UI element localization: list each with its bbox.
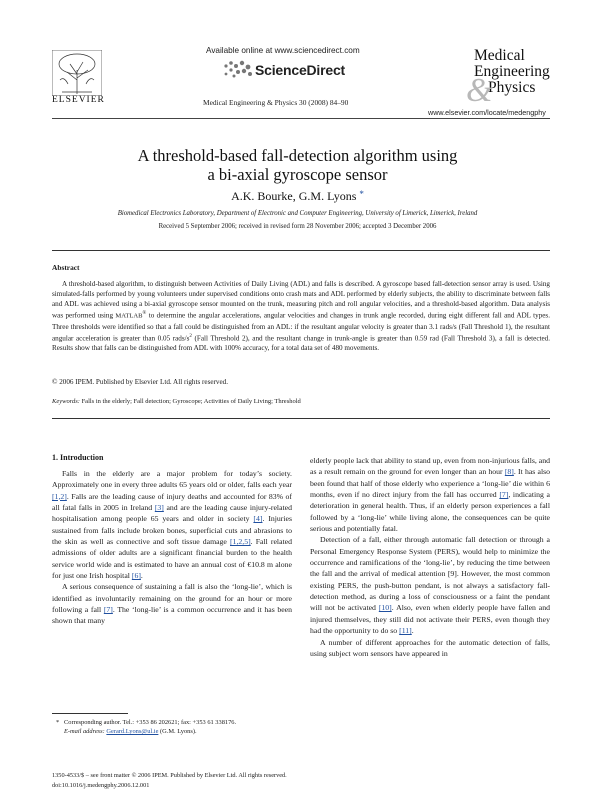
paragraph: Detection of a fall, either through automatic fall detection or through a Personal Emergency Response System (PERS), would help to minimize the occurrence and ramifications of the ‘long-lie’, by reducing the time between the fall and the arrival of medical attention [9]. However, the most common existing PERS, the push-button pendant, is not always a satisfactory fall-detection method, as during a loss of consciousness or a faint the pendant will not be activated [10]. Also, even when elderly people have fallen and injured themselves, they still did not activate their PERS, even though they had the opportunity to do so [11]. (310, 535, 551, 636)
squared-superscript: 2 (189, 333, 192, 339)
body-column-left (52, 468, 292, 627)
sciencedirect-logo[interactable]: ScienceDirect (255, 62, 346, 78)
footnote-mark: * (56, 719, 60, 726)
citation-link[interactable]: [3] (154, 503, 164, 513)
citation-link[interactable]: [10] (378, 603, 392, 613)
journal-logo-line3: Physics (488, 79, 536, 96)
email-link[interactable]: Gerard.Lyons@ul.ie (106, 728, 159, 735)
issn-line: 1350-4533/$ – see front matter © 2006 IPEM. Published by Elsevier Ltd. All rights reserved. (52, 772, 287, 779)
body-column-right (310, 455, 550, 659)
title-line-2: a bi-axial gyroscope sensor (207, 165, 388, 184)
affiliation: Biomedical Electronics Laboratory, Department of Electronic and Computer Engineering, University of Limerick, Limerick, Ireland (117, 210, 478, 217)
footnote (52, 718, 292, 736)
abstract-body (52, 279, 550, 353)
footnote-divider (52, 713, 128, 714)
matlab-name: MATLAB (115, 312, 143, 320)
citation-text: [9] (447, 569, 457, 579)
keywords-list: Falls in the elderly; Fall detection; Gyroscope; Activities of Daily Living; Threshold (81, 398, 301, 405)
paragraph: Falls in the elderly are a major problem for today’s society. Approximately one in every three adults 65 years old or older, falls each year [1,2]. Falls are the leading cause of injury deaths and accounted for 83% of all fatal falls in 2005 in Ireland [3] and are the leading cause injury-related hospitalisation among people 65 years and older in society [4]. Injuries sustained from falls include broken bones, superficial cuts and abrasions to the skin as well as connective and soft tissue damage [1,2,5]. Fall related admissions of older adults are a significant financial burden to the health service world wide and is estimated to have an annual cost of €10.8 m alone for just one Irish hospital [6]. (52, 469, 292, 581)
author-list (0, 189, 595, 204)
header-divider (52, 118, 550, 119)
sciencedirect-dots-icon (222, 58, 256, 80)
abstract-top-divider (52, 250, 550, 251)
paragraph: A number of different approaches for the automatic detection of falls, using subject worn sensors have appeared in (310, 637, 550, 658)
doi-line[interactable]: doi:10.1016/j.medengphy.2006.12.001 (52, 781, 150, 789)
footnote-email (52, 727, 292, 736)
abstract-text-b: to determine the angular accelerations, angular velocities and changes in trunk angle recorded, during eight different fall and ADL types. Three thresholds were identified so that a fall could be distinguished from an ADL: if the resultant angular velocity is greater than 3.1 rads/s (Fall Threshold 1), the resultant angular acceleration is greater than 0.05 rads/s (52, 311, 550, 343)
received-dates: Received 5 September 2006; received in revised form 28 November 2006; accepted 3 December 2006 (158, 223, 437, 230)
journal-logo-line1: Medical (474, 47, 525, 64)
journal-logo (466, 47, 550, 109)
citation-link[interactable]: [7] (103, 605, 113, 615)
citation-link[interactable]: [8] (504, 467, 514, 477)
keywords-label: Keywords: (52, 398, 80, 405)
title-line-1: A threshold-based fall-detection algorithm using (137, 146, 458, 165)
abstract-bottom-divider (52, 418, 550, 419)
journal-citation: Medical Engineering & Physics 30 (2008) 84–90 (203, 98, 349, 107)
citation-link[interactable]: [7] (499, 490, 509, 500)
authors-text: A.K. Bourke, G.M. Lyons (231, 189, 357, 203)
abstract-copyright: © 2006 IPEM. Published by Elsevier Ltd. All rights reserved. (52, 378, 228, 386)
citation-link[interactable]: [11] (399, 626, 412, 636)
paragraph: A serious consequence of sustaining a fall is also the ‘long-lie’, which is identified as involuntarily remaining on the ground for an hour or more following a fall [7]. The ‘long-lie’ is a common occurrence and it has been shown that many (52, 582, 292, 626)
paragraph: elderly people lack that ability to stand up, even from non-injurious falls, and as a result remain on the ground for even longer than an hour [8]. It has also been found that half of those elderly who experience a ‘long-lie’ die within 6 months, even if no direct injury from the fall has occurred [7], indicating a deterioration in general health. Thus, if an elderly person experiences a fall followed by a ‘long-lie’ while living alone, the consequences can be quite serious and potentially fatal. (310, 456, 550, 534)
section-heading-introduction: 1. Introduction (52, 453, 104, 462)
journal-logo-line2: Engineering (474, 63, 550, 80)
citation-link[interactable]: [1,2,5] (230, 537, 251, 547)
citation-link[interactable]: [1,2] (52, 491, 67, 501)
elsevier-logo-text: ELSEVIER (52, 95, 105, 105)
elsevier-tree-logo-icon (52, 50, 102, 96)
article-title (0, 146, 595, 184)
footnote-text: Corresponding author. Tel.: +353 86 202621; fax: +353 61 338176. (64, 719, 237, 726)
journal-url-link[interactable]: www.elsevier.com/locate/medengphy (428, 108, 546, 117)
abstract-heading: Abstract (52, 263, 80, 272)
citation-link[interactable]: [4] (253, 514, 263, 524)
abstract-text-c: (Fall Threshold 2), and the resultant change in trunk-angle is greater than 0.59 rad (Fall Threshold 3), a fall is detected. Results show that falls can be distinguished from ADL with 100% accuracy, for a total data set of 480 movements. (52, 334, 551, 353)
footnote-contact (52, 718, 292, 727)
citation-link[interactable]: [6] (131, 571, 141, 581)
available-online-text: Available online at www.sciencedirect.com (206, 46, 360, 55)
journal-logo-amp: & (466, 72, 493, 109)
email-suffix: (G.M. Lyons). (158, 728, 197, 735)
abstract-text-a: A threshold-based algorithm, to distinguish between Activities of Daily Living (ADL) and falls is described. A gyroscope based fall-detection sensor array is used. Using simulated-falls performed by young volunteers under supervised conditions onto crash mats and ADL performed by elderly subjects, the ability to discriminate between falls and ADL was achieved using a bi-axial gyroscope sensor mounted on the trunk, measuring pitch and roll angular velocities, and a threshold-based algorithm. Data analysis was performed using (52, 280, 550, 320)
keywords (52, 398, 301, 405)
email-label: E-mail address: (64, 728, 105, 735)
corresponding-author-mark[interactable]: * (359, 189, 364, 199)
front-matter (52, 771, 287, 790)
matlab-registered-mark: ® (142, 311, 147, 317)
